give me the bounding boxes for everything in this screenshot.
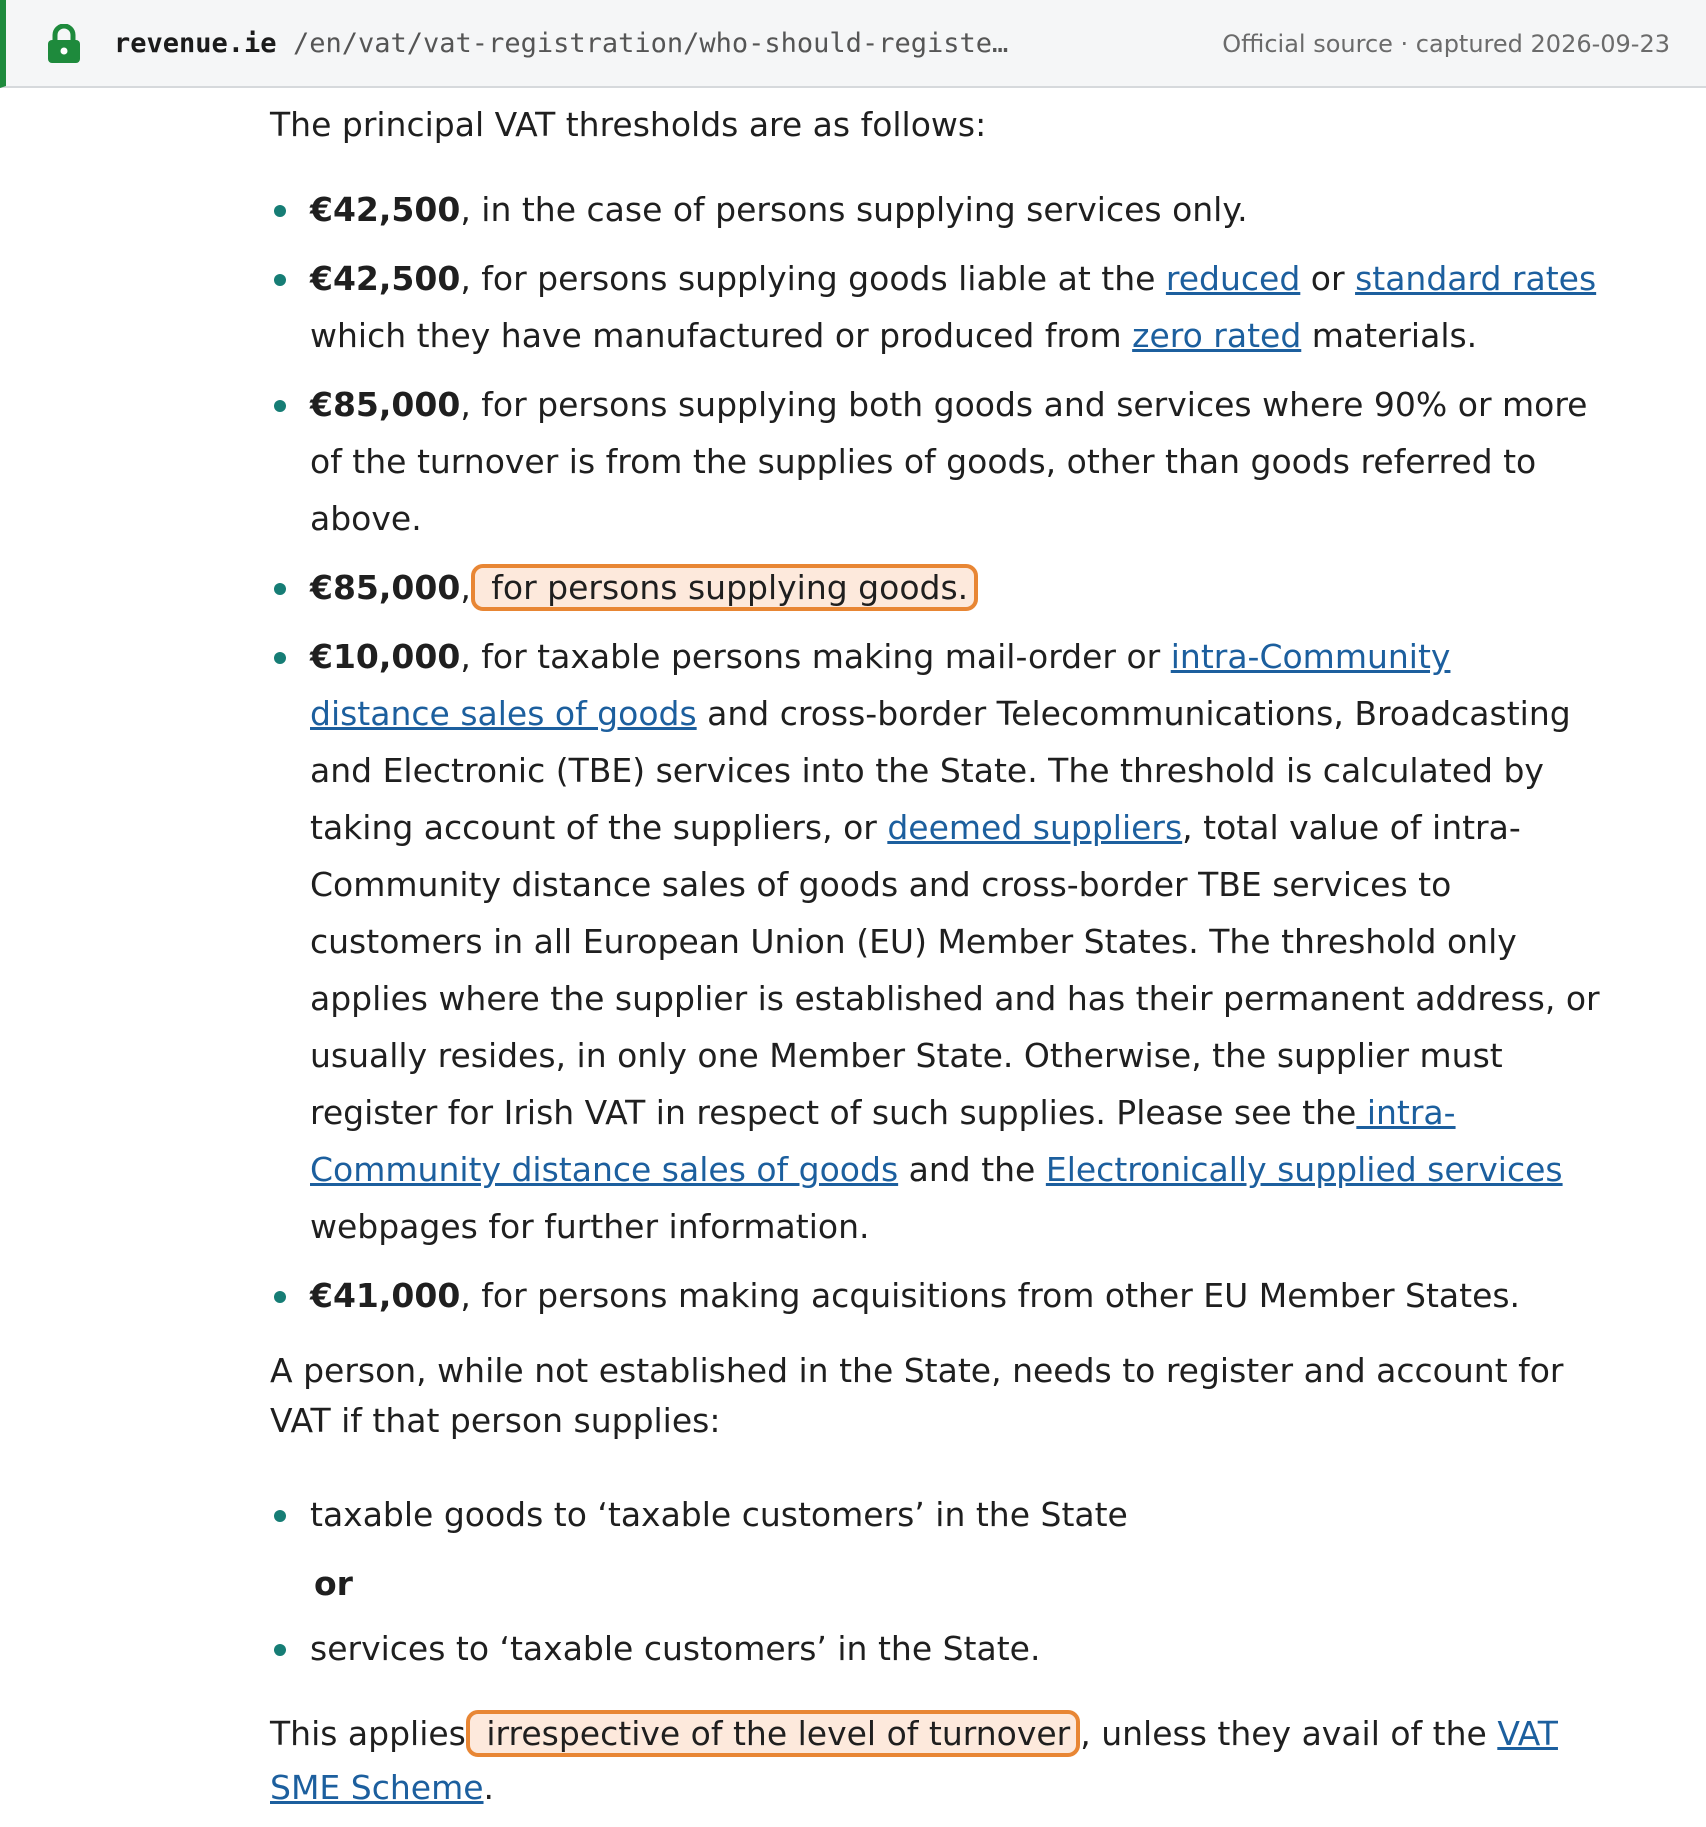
standard-rates-link[interactable]: standard rates <box>1355 259 1597 298</box>
thresholds-intro: The principal VAT thresholds are as follows: <box>270 105 987 144</box>
article-content <box>270 88 1600 1815</box>
list-item: €10,000, for taxable persons making mail-order or intra-Community distance sales of goods and cross-border Telecommunications, Broadcasting and Electronic (TBE) services into the State. The threshold is calculated by taking account of the suppliers, or deemed suppliers, total value of intra-Community distance sales of goods and cross-border TBE services to customers in all European Union (EU) Member States. The threshold only applies where the supplier is established and has their permanent address, or usually resides, in only one Member State. Otherwise, the supplier must register for Irish VAT in respect of such supplies. Please see the intra-Community distance sales of goods and the Electronically supplied services webpages for further information. <box>270 628 1600 1255</box>
threshold-amount: €10,000 <box>310 637 461 676</box>
list-item: €41,000, for persons making acquisitions from other EU Member States. <box>270 1267 1600 1324</box>
highlight-goods: for persons supplying goods. <box>471 564 978 611</box>
url-path[interactable]: /en/vat/vat-registration/who-should-registe… <box>293 28 1009 59</box>
distance-sales-page-link[interactable]: intra-Community distance sales of goods <box>310 1093 1456 1189</box>
highlight-turnover: irrespective of the level of turnover <box>466 1710 1080 1757</box>
closing-paragraph: This applies irrespective of the level of turnover , unless they avail of the VAT SME Scheme. <box>270 1707 1600 1815</box>
list-item: taxable goods to ‘taxable customers’ in the State <box>270 1486 1600 1543</box>
list-item: €42,500, in the case of persons supplying services only. <box>270 181 1600 238</box>
threshold-amount: €85,000 <box>310 385 461 424</box>
thresholds-list <box>270 181 1600 1324</box>
capture-note: Official source · captured 2026-09-23 <box>1222 30 1670 58</box>
reduced-rate-link[interactable]: reduced <box>1165 259 1301 298</box>
supplies-list <box>270 1486 1600 1543</box>
deemed-suppliers-link[interactable]: deemed suppliers <box>887 808 1183 847</box>
list-item: services to ‘taxable customers’ in the State. <box>270 1620 1600 1677</box>
threshold-amount: €41,000 <box>310 1276 461 1315</box>
threshold-amount: €85,000 <box>310 568 461 607</box>
electronic-services-link[interactable]: Electronically supplied services <box>1045 1150 1563 1189</box>
threshold-amount: €42,500 <box>310 259 461 298</box>
list-item: €85,000, for persons supplying both goods and services where 90% or more of the turnover is from the supplies of goods, other than goods referred to above. <box>270 376 1600 547</box>
nonresident-intro: A person, while not established in the State, needs to register and account for VAT if that person supplies: <box>270 1351 1564 1440</box>
vat-sme-scheme-link[interactable]: VAT SME Scheme <box>270 1714 1558 1807</box>
zero-rated-link[interactable]: zero rated <box>1132 316 1302 355</box>
distance-sales-link[interactable]: intra-Community distance sales of goods <box>310 637 1451 733</box>
list-item: €42,500, for persons supplying goods liable at the reduced or standard rates which they have manufactured or produced from zero rated materials. <box>270 250 1600 364</box>
lock-icon <box>46 24 82 64</box>
or-separator: or <box>314 1564 353 1603</box>
site-domain[interactable]: revenue.ie <box>114 28 277 59</box>
supplies-list-2 <box>270 1620 1600 1677</box>
address-bar <box>0 0 1706 88</box>
list-item: €85,000, for persons supplying goods. <box>270 559 1600 616</box>
threshold-amount: €42,500 <box>310 190 461 229</box>
